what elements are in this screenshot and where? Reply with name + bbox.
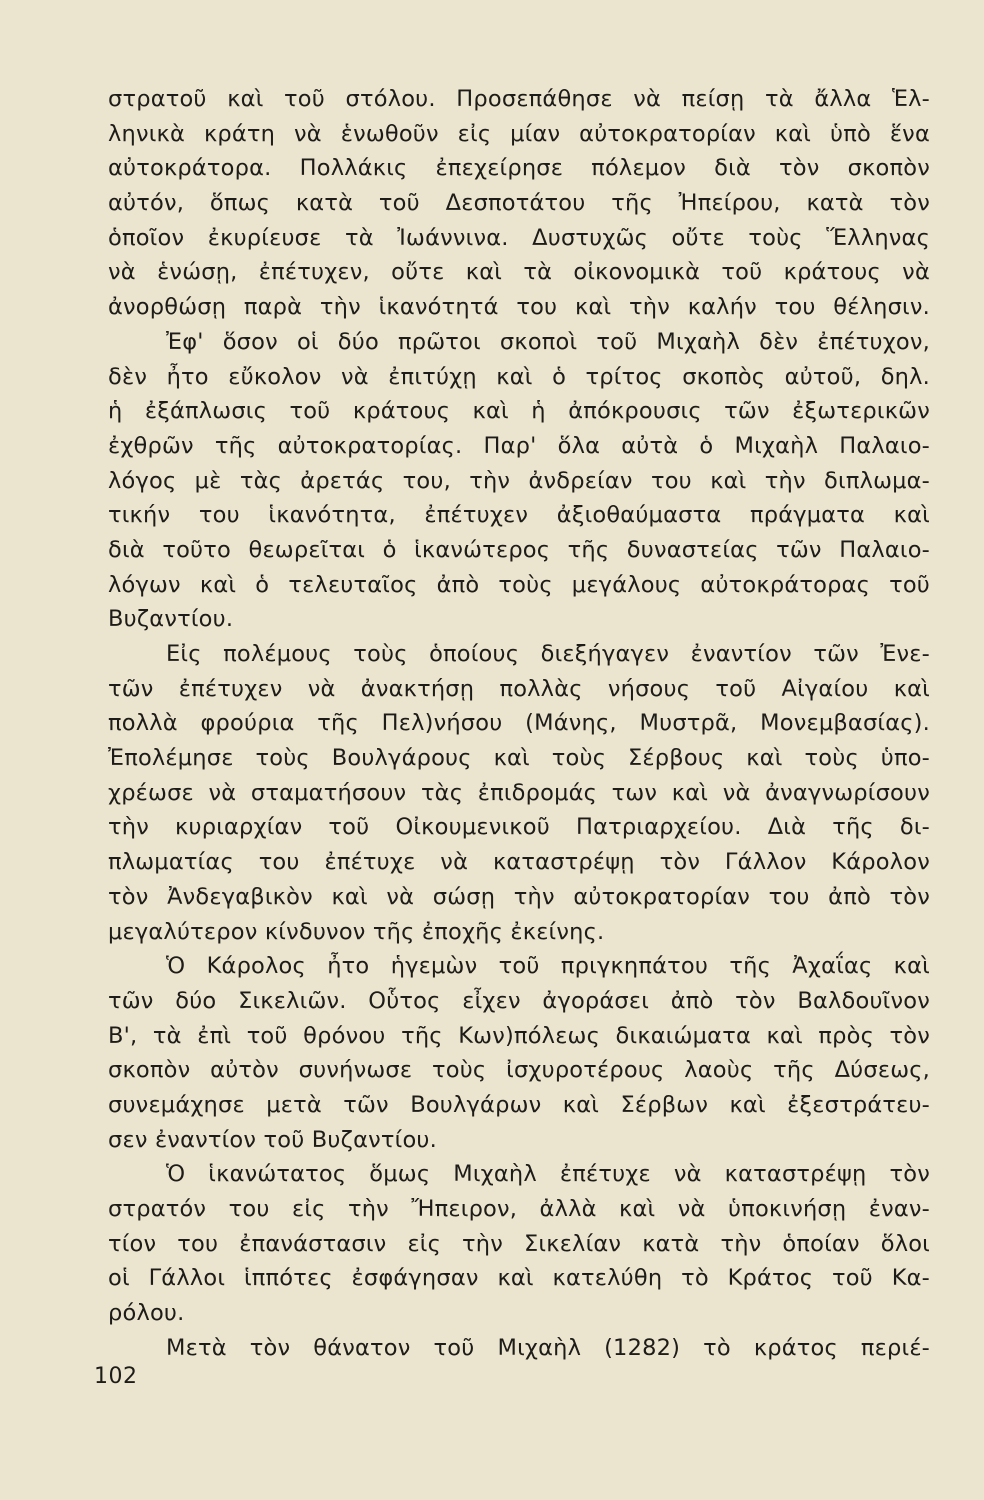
text-line: τὴν κυριαρχίαν τοῦ Οἰκουμενικοῦ Πατριαρχείου. Διὰ τῆς δι- (108, 814, 930, 841)
text-line: σκοπὸν αὐτὸν συνήνωσε τοὺς ἰσχυροτέρους λαοὺς τῆς Δύσεως, (108, 1057, 930, 1084)
text-line: διὰ τοῦτο θεωρεῖται ὁ ἱκανώτερος τῆς δυναστείας τῶν Παλαιο- (108, 536, 930, 563)
text-line: Ἐπολέμησε τοὺς Βουλγάρους καὶ τοὺς Σέρβους καὶ τοὺς ὑπο- (108, 745, 930, 772)
text-line: Εἰς πολέμους τοὺς ὁποίους διεξήγαγεν ἐναντίον τῶν Ἐνε- (166, 641, 930, 667)
text-line: λόγων καὶ ὁ τελευταῖος ἀπὸ τοὺς μεγάλους αὐτοκράτορας τοῦ (108, 571, 930, 598)
page-number: 102 (94, 1364, 138, 1389)
text-line: στρατόν του εἰς τὴν Ἤπειρον, ἀλλὰ καὶ νὰ ὑποκινήσῃ ἐναν- (108, 1196, 930, 1222)
text-line: χρέωσε νὰ σταματήσουν τὰς ἐπιδρομάς των καὶ νὰ ἀναγνωρίσουν (108, 779, 930, 806)
text-line: ρόλου. (108, 1300, 185, 1327)
text-line: πολλὰ φρούρια τῆς Πελ)νήσου (Μάνης, Μυστρᾶ, Μονεμβασίας). (108, 710, 930, 737)
text-line: λόγος μὲ τὰς ἀρετάς του, τὴν ἀνδρείαν του καὶ τὴν διπλωμα- (108, 467, 930, 494)
text-line: συνεμάχησε μετὰ τῶν Βουλγάρων καὶ Σέρβων καὶ ἐξεστράτευ- (108, 1091, 930, 1118)
text-line: πλωματίας του ἐπέτυχε νὰ καταστρέψῃ τὸν Γάλλον Κάρολον (108, 849, 930, 876)
text-line: Ὁ Κάρολος ἦτο ἡγεμὼν τοῦ πριγκηπάτου τῆς Ἀχαΐας καὶ (166, 953, 930, 980)
text-line: οἱ Γάλλοι ἱππότες ἐσφάγησαν καὶ κατελύθη τὸ Κράτος τοῦ Κα- (108, 1265, 930, 1292)
body-text (108, 82, 930, 1365)
text-line: δὲν ἦτο εὔκολον νὰ ἐπιτύχῃ καὶ ὁ τρίτος σκοπὸς αὐτοῦ, δηλ. (108, 363, 930, 390)
text-line: Β', τὰ ἐπὶ τοῦ θρόνου τῆς Κων)πόλεως δικαιώματα καὶ πρὸς τὸν (108, 1022, 930, 1049)
text-line: Ὁ ἱκανώτατος ὅμως Μιχαὴλ ἐπέτυχε νὰ καταστρέψῃ τὸν (166, 1161, 930, 1188)
text-line: ληνικὰ κράτη νὰ ἑνωθοῦν εἰς μίαν αὐτοκρατορίαν καὶ ὑπὸ ἕνα (108, 120, 930, 147)
text-line: τίον του ἐπανάστασιν εἰς τὴν Σικελίαν κατὰ τὴν ὁποίαν ὅλοι (108, 1230, 930, 1257)
text-line: ἀνορθώσῃ παρὰ τὴν ἱκανότητά του καὶ τὴν καλήν του θέλησιν. (108, 294, 930, 321)
text-line: ὁποῖον ἐκυρίευσε τὰ Ἰωάννινα. Δυστυχῶς οὔτε τοὺς Ἕλληνας (108, 224, 930, 251)
text-line: μεγαλύτερον κίνδυνον τῆς ἐποχῆς ἐκείνης. (108, 918, 605, 945)
text-line: σεν ἐναντίον τοῦ Βυζαντίου. (108, 1126, 437, 1153)
text-line: αὐτόν, ὅπως κατὰ τοῦ Δεσποτάτου τῆς Ἠπείρου, κατὰ τὸν (108, 190, 930, 217)
text-line: Μετὰ τὸν θάνατον τοῦ Μιχαὴλ (1282) τὸ κράτος περιέ- (166, 1334, 930, 1361)
text-line: τικήν του ἱκανότητα, ἐπέτυχεν ἀξιοθαύμαστα πράγματα καὶ (108, 502, 930, 529)
text-line: τῶν ἐπέτυχεν νὰ ἀνακτήσῃ πολλὰς νήσους τοῦ Αἰγαίου καὶ (108, 675, 930, 702)
text-line: τὸν Ἀνδεγαβικὸν καὶ νὰ σώσῃ τὴν αὐτοκρατορίαν του ἀπὸ τὸν (108, 883, 930, 910)
text-line: ἡ ἐξάπλωσις τοῦ κράτους καὶ ἡ ἀπόκρουσις τῶν ἐξωτερικῶν (108, 398, 930, 425)
text-line: νὰ ἑνώσῃ, ἐπέτυχεν, οὔτε καὶ τὰ οἰκονομικὰ τοῦ κράτους νὰ (108, 259, 930, 286)
text-line: αὐτοκράτορα. Πολλάκις ἐπεχείρησε πόλεμον διὰ τὸν σκοπὸν (108, 155, 930, 182)
text-line: στρατοῦ καὶ τοῦ στόλου. Προσεπάθησε νὰ πείσῃ τὰ ἄλλα Ἑλ- (108, 86, 930, 112)
text-line: Βυζαντίου. (108, 606, 234, 633)
text-line: ἐχθρῶν τῆς αὐτοκρατορίας. Παρ' ὅλα αὐτὰ ὁ Μιχαὴλ Παλαιο- (108, 432, 930, 459)
text-line: Ἐφ' ὅσον οἱ δύο πρῶτοι σκοποὶ τοῦ Μιχαὴλ δὲν ἐπέτυχον, (166, 328, 930, 355)
text-line: τῶν δύο Σικελιῶν. Οὗτος εἶχεν ἀγοράσει ἀπὸ τὸν Βαλδουῖνον (108, 987, 930, 1014)
